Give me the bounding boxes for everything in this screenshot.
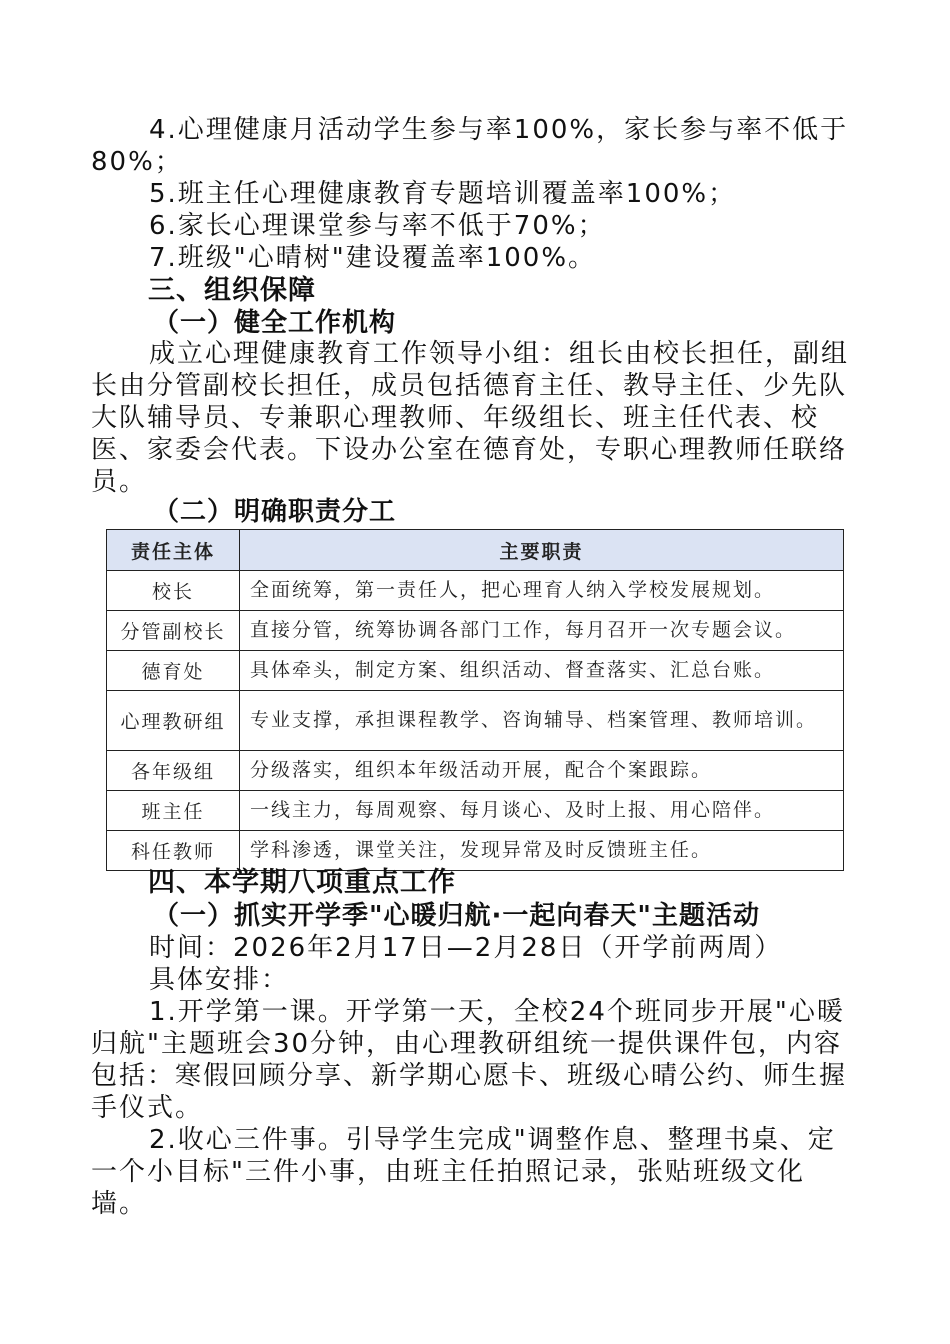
section-3-heading: 三、组织保障 xyxy=(148,275,316,306)
section-3-paragraph-1: 成立心理健康教育工作领导小组：组长由校长担任，副组长由分管副校长担任，成员包括德育主任、教导主任、少先队大队辅导员、专兼职心理教师、年级组长、班主任代表、校医、家委会代表。下设办公室在德育处，专职心理教师任联络员。 xyxy=(91,339,850,497)
table-cell-subject: 科任教师 xyxy=(107,831,240,871)
table-cell-duty: 学科渗透，课堂关注，发现异常及时反馈班主任。 xyxy=(240,831,844,871)
table-row xyxy=(107,791,844,831)
table-cell-subject: 心理教研组 xyxy=(107,691,240,751)
section-4-heading: 四、本学期八项重点工作 xyxy=(148,867,456,898)
table-row xyxy=(107,651,844,691)
goal-item-6: 6.家长心理课堂参与率不低于70%； xyxy=(149,211,606,241)
goal-item-4: 4.心理健康月活动学生参与率100%，家长参与率不低于80%； xyxy=(91,115,849,177)
table-row xyxy=(107,751,844,791)
table-cell-duty: 分级落实，组织本年级活动开展，配合个案跟踪。 xyxy=(240,751,844,791)
section-4-sub-1-heading: （一）抓实开学季"心暖归航·一起向春天"主题活动 xyxy=(153,901,760,931)
section-3-sub-2-heading: （二）明确职责分工 xyxy=(153,497,397,527)
table-cell-subject: 校长 xyxy=(107,571,240,611)
section-4-item-1: 1.开学第一课。开学第一天，全校24个班同步开展"心暖归航"主题班会30分钟，由心理教研组统一提供课件包，内容包括：寒假回顾分享、新学期心愿卡、班级心晴公约、师生握手仪式。 xyxy=(91,997,848,1123)
table-cell-duty: 直接分管，统筹协调各部门工作，每月召开一次专题会议。 xyxy=(240,611,844,651)
table-cell-subject: 分管副校长 xyxy=(107,611,240,651)
section-4-item-2: 2.收心三件事。引导学生完成"调整作息、整理书桌、定一个小目标"三件小事，由班主任拍照记录，张贴班级文化墙。 xyxy=(91,1125,836,1219)
table-row xyxy=(107,571,844,611)
duty-table-header-duty: 主要职责 xyxy=(240,530,844,571)
table-cell-duty: 全面统筹，第一责任人，把心理育人纳入学校发展规划。 xyxy=(240,571,844,611)
goal-item-7: 7.班级"心晴树"建设覆盖率100%。 xyxy=(149,243,597,273)
goal-item-5: 5.班主任心理健康教育专题培训覆盖率100%； xyxy=(149,179,737,209)
duty-table-header-row xyxy=(107,530,844,571)
table-cell-subject: 德育处 xyxy=(107,651,240,691)
table-cell-duty: 具体牵头，制定方案、组织活动、督查落实、汇总台账。 xyxy=(240,651,844,691)
section-4-time: 时间：2026年2月17日—2月28日（开学前两周） xyxy=(149,933,783,963)
table-cell-duty: 一线主力，每周观察、每月谈心、及时上报、用心陪伴。 xyxy=(240,791,844,831)
table-cell-subject: 各年级组 xyxy=(107,751,240,791)
duty-table-header-subject: 责任主体 xyxy=(107,530,240,571)
table-row xyxy=(107,831,844,871)
table-cell-subject: 班主任 xyxy=(107,791,240,831)
table-row xyxy=(107,691,844,751)
duty-table xyxy=(106,529,844,871)
section-3-sub-1-heading: （一）健全工作机构 xyxy=(153,308,397,338)
section-4-arrange-label: 具体安排： xyxy=(149,965,290,995)
table-cell-duty: 专业支撑，承担课程教学、咨询辅导、档案管理、教师培训。 xyxy=(240,691,844,751)
table-row xyxy=(107,611,844,651)
